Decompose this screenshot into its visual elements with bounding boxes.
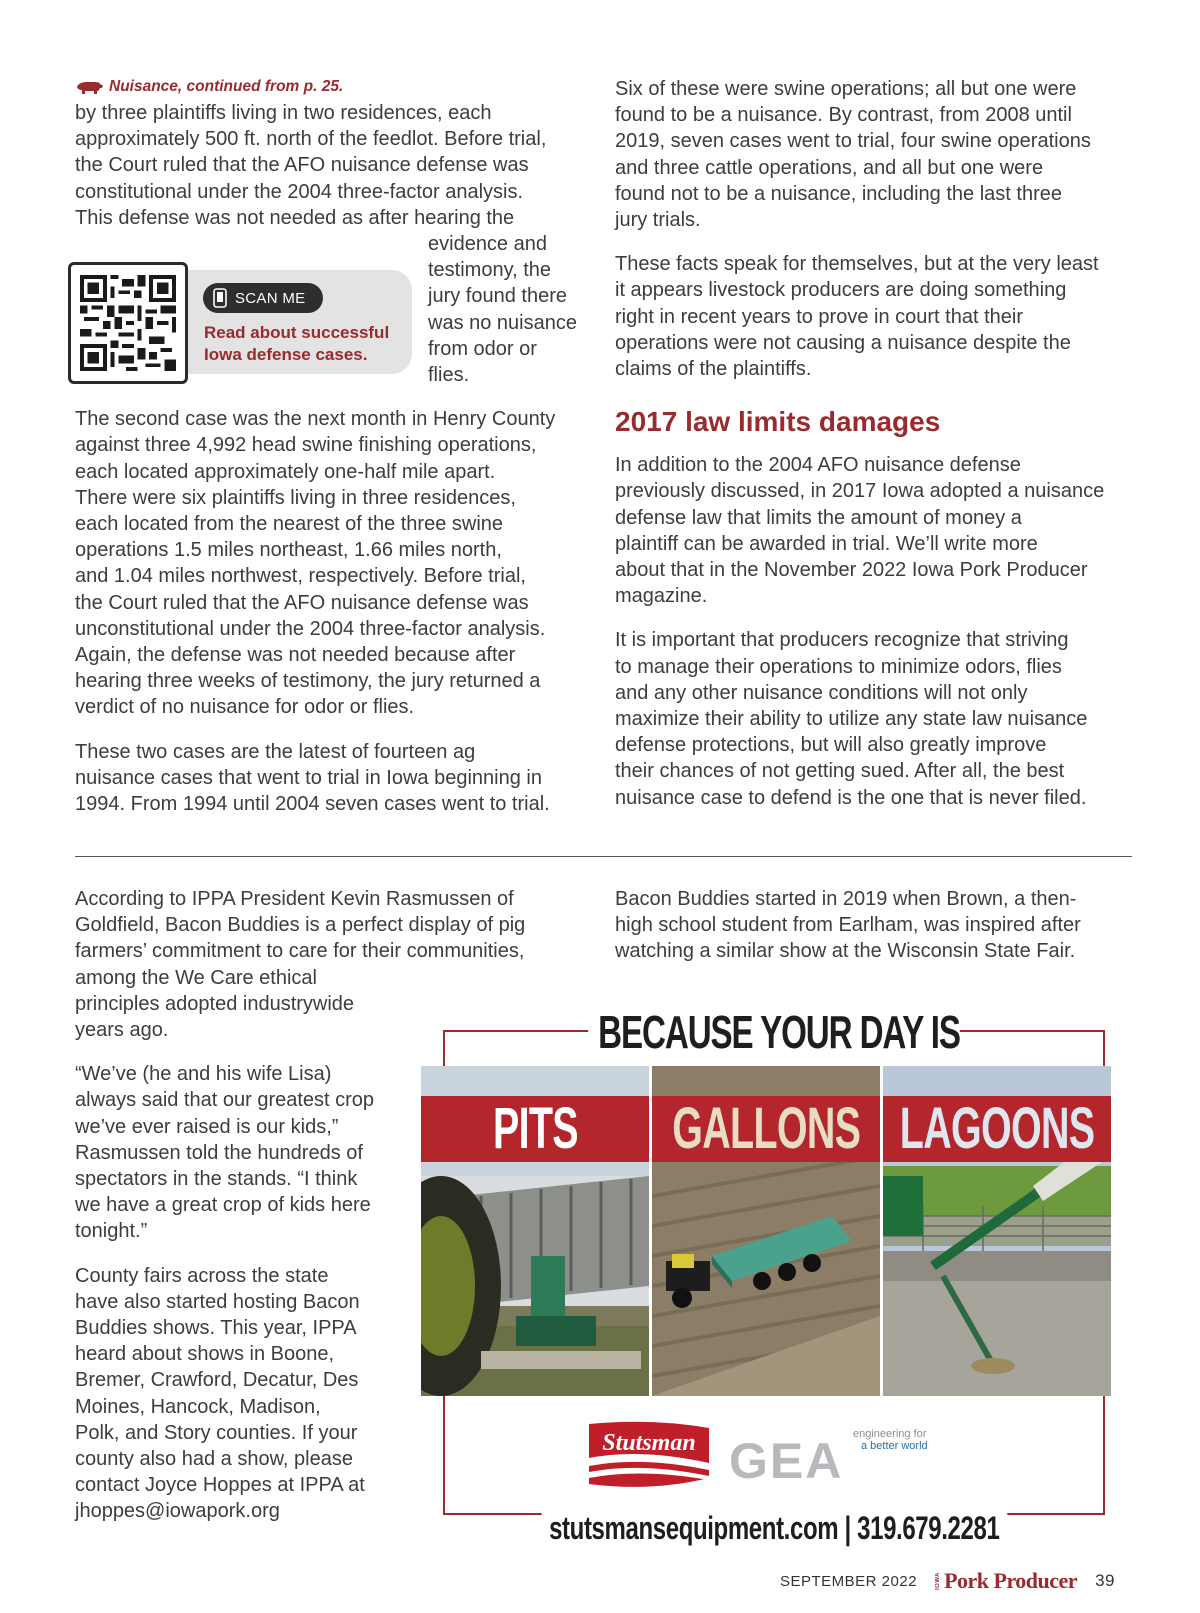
- text-line: County fairs across the state: [75, 1264, 329, 1287]
- top-right-column: [615, 76, 1145, 811]
- text-line: from odor or: [428, 337, 537, 360]
- text-line: maximize their ability to utilize any state law nuisance: [615, 708, 1088, 731]
- text-line: nuisance case to defend is the one that is never filed.: [615, 786, 1087, 809]
- ad-logos: [581, 1418, 1001, 1498]
- text-line: among the We Care ethical: [75, 966, 317, 989]
- qr-caption-line: Iowa defense cases.: [204, 345, 368, 364]
- continued-text: Nuisance, continued from p. 25.: [109, 78, 344, 95]
- publication-brand: [935, 1568, 1077, 1594]
- text-line: found to be a nuisance. By contrast, from 2008 until: [615, 104, 1072, 127]
- text-line: These two cases are the latest of fourteen ag: [75, 740, 476, 763]
- ad-panel-lagoons: [883, 1066, 1111, 1396]
- phone-icon: [213, 288, 227, 308]
- text-line: Six of these were swine operations; all but one were: [615, 78, 1077, 100]
- text-line: their chances of not getting sued. After all, the best: [615, 760, 1065, 783]
- text-line: 2019, seven cases went to trial, four swine operations: [615, 130, 1091, 153]
- text-line: tonight.”: [75, 1220, 148, 1243]
- text-line: “We’ve (he and his wife Lisa): [75, 1063, 332, 1086]
- text-line: we’ve ever raised is our kids,”: [75, 1115, 339, 1138]
- ad-panel-text: PITS: [492, 1096, 578, 1161]
- scan-me-badge: [203, 283, 323, 313]
- text-line: principles adopted industrywide: [75, 992, 355, 1015]
- qr-caption: [204, 322, 409, 366]
- page-footer: [780, 1568, 1115, 1594]
- text-line: plaintiff can be awarded in trial. We’ll write more: [615, 532, 1038, 555]
- text-line: watching a similar show at the Wisconsin State Fair.: [615, 940, 1076, 963]
- text-line: claims of the plaintiffs.: [615, 358, 812, 381]
- text-line: about that in the November 2022 Iowa Pork Producer: [615, 559, 1088, 582]
- ad-panel-gallons: [652, 1066, 880, 1396]
- section-divider: [75, 856, 1132, 857]
- text-line: magazine.: [615, 585, 708, 608]
- scan-me-label: SCAN ME: [235, 289, 306, 307]
- text-line: flies.: [428, 364, 470, 387]
- text-line: each located from the nearest of the three swine: [75, 513, 504, 536]
- text-line: hearing three weeks of testimony, the jury returned a: [75, 670, 541, 693]
- text-line: it appears livestock producers are doing something: [615, 279, 1067, 302]
- text-line: and three cattle operations, and all but one were: [615, 156, 1044, 179]
- text-line: The second case was the next month in Henry County: [75, 408, 556, 431]
- text-line: jury trials.: [615, 209, 701, 232]
- qr-code[interactable]: [68, 262, 188, 384]
- paragraph: [615, 627, 1145, 810]
- publication-brand-name: Pork Producer: [944, 1568, 1078, 1593]
- bottom-right-column: [615, 886, 1145, 965]
- text-line: Bacon Buddies started in 2019 when Brown, a then-: [615, 888, 1077, 910]
- paragraph: [615, 452, 1145, 609]
- ad-contact-text[interactable]: stutsmansequipment.com | 319.679.2281: [541, 1506, 1006, 1550]
- text-line: Rasmussen told the hundreds of: [75, 1141, 363, 1164]
- ad-contact[interactable]: [421, 1506, 1127, 1557]
- paragraph: [615, 886, 1145, 965]
- text-line: and 1.04 miles northwest, respectively. Before trial,: [75, 565, 526, 588]
- ad-panel-label: [883, 1096, 1111, 1162]
- page-number: 39: [1095, 1571, 1115, 1590]
- text-line: each located approximately one-half mile apart.: [75, 460, 496, 483]
- text-line: According to IPPA President Kevin Rasmussen of: [75, 888, 514, 910]
- text-line: high school student from Earlham, was inspired after: [615, 914, 1081, 937]
- text-line: 1994. From 1994 until 2004 seven cases went to trial.: [75, 793, 550, 816]
- text-line: Polk, and Story counties. If your: [75, 1421, 358, 1444]
- paragraph: [615, 76, 1145, 233]
- text-line: There were six plaintiffs living in three residences,: [75, 486, 516, 509]
- ad-panel-text: LAGOONS: [899, 1096, 1095, 1161]
- text-line: by three plaintiffs living in two residences, each: [75, 102, 492, 124]
- section-heading: 2017 law limits damages: [615, 406, 941, 438]
- text-line: Buddies shows. This year, IPPA: [75, 1317, 357, 1340]
- paragraph: [615, 251, 1145, 382]
- continued-line: [75, 76, 595, 98]
- text-line: constitutional under the 2004 three-factor analysis.: [75, 180, 524, 203]
- text-line: operations 1.5 miles northeast, 1.66 miles north,: [75, 539, 502, 562]
- publication-brand-prefix: IOWA: [935, 1572, 942, 1590]
- text-line: unconstitutional under the 2004 three-factor analysis.: [75, 617, 546, 640]
- text-line: verdict of no nuisance for odor or flies.: [75, 696, 415, 719]
- text-line: have also started hosting Bacon: [75, 1290, 360, 1313]
- text-line: Moines, Hancock, Madison,: [75, 1395, 321, 1418]
- gea-tagline-line: a better world: [861, 1440, 928, 1452]
- text-line: heard about shows in Boone,: [75, 1343, 335, 1366]
- text-line: to manage their operations to minimize odors, flies: [615, 655, 1062, 678]
- text-line: Goldfield, Bacon Buddies is a perfect display of pig: [75, 914, 526, 937]
- pig-icon: [75, 79, 103, 95]
- advertisement[interactable]: [421, 1006, 1127, 1546]
- text-line: farmers’ commitment to care for their communities,: [75, 940, 525, 963]
- ad-headline-text: BECAUSE YOUR DAY IS: [588, 1006, 960, 1110]
- qr-code-icon: [80, 275, 176, 371]
- gea-logo[interactable]: [729, 1430, 869, 1490]
- gea-tagline: [853, 1428, 928, 1452]
- text-line: evidence and: [428, 233, 547, 256]
- text-line: nuisance cases that went to trial in Iowa beginning in: [75, 766, 542, 789]
- stutsman-logo-text: Stutsman: [602, 1430, 696, 1456]
- text-line: defense protections, but will also greatly improve: [615, 734, 1047, 757]
- text-line: the Court ruled that the AFO nuisance defense was: [75, 591, 529, 614]
- text-line: testimony, the: [428, 259, 552, 282]
- text-line: defense law that limits the amount of money a: [615, 506, 1022, 529]
- text-line: In addition to the 2004 AFO nuisance defense: [615, 454, 1021, 477]
- text-line: the Court ruled that the AFO nuisance defense was: [75, 154, 529, 177]
- text-line: county also had a show, please: [75, 1448, 353, 1471]
- text-line: found not to be a nuisance, including the last three: [615, 182, 1062, 205]
- gea-logo-text: GEA: [729, 1433, 844, 1489]
- stutsman-logo[interactable]: [581, 1418, 716, 1493]
- text-line[interactable]: jhoppes@iowapork.org: [75, 1500, 280, 1523]
- qr-caption-line: Read about successful: [204, 323, 390, 342]
- text-line: we have a great crop of kids here: [75, 1194, 371, 1217]
- gea-tagline-line: engineering for: [853, 1428, 927, 1440]
- text-line: was no nuisance: [428, 311, 577, 334]
- ad-panel-label: [421, 1096, 649, 1162]
- text-line: years ago.: [75, 1019, 169, 1042]
- ad-panel-text: GALLONS: [671, 1096, 861, 1161]
- paragraph: [75, 739, 595, 818]
- text-line: against three 4,992 head swine finishing operations,: [75, 434, 537, 457]
- text-line: previously discussed, in 2017 Iowa adopted a nuisance: [615, 480, 1105, 503]
- text-line: jury found there: [428, 285, 567, 308]
- ad-panel-pits: [421, 1066, 649, 1396]
- text-line: contact Joyce Hoppes at IPPA at: [75, 1474, 365, 1497]
- text-line: This defense was not needed as after hearing the: [75, 206, 515, 229]
- text-line: Again, the defense was not needed because after: [75, 644, 516, 667]
- text-line: approximately 500 ft. north of the feedlot. Before trial,: [75, 128, 547, 151]
- text-line: always said that our greatest crop: [75, 1089, 375, 1112]
- text-line: Bremer, Crawford, Decatur, Des: [75, 1369, 359, 1392]
- text-line: It is important that producers recognize that striving: [615, 629, 1069, 652]
- text-line: These facts speak for themselves, but at the very least: [615, 253, 1099, 276]
- ad-panel-label: [652, 1096, 880, 1162]
- text-line: operations were not causing a nuisance despite the: [615, 331, 1071, 354]
- paragraph: [75, 406, 595, 720]
- top-left-column: [75, 76, 595, 817]
- text-line: spectators in the stands. “I think: [75, 1168, 358, 1191]
- issue-date: SEPTEMBER 2022: [780, 1572, 918, 1590]
- text-line: and any other nuisance conditions will not only: [615, 681, 1028, 704]
- text-line: right in recent years to prove in court that their: [615, 305, 1023, 328]
